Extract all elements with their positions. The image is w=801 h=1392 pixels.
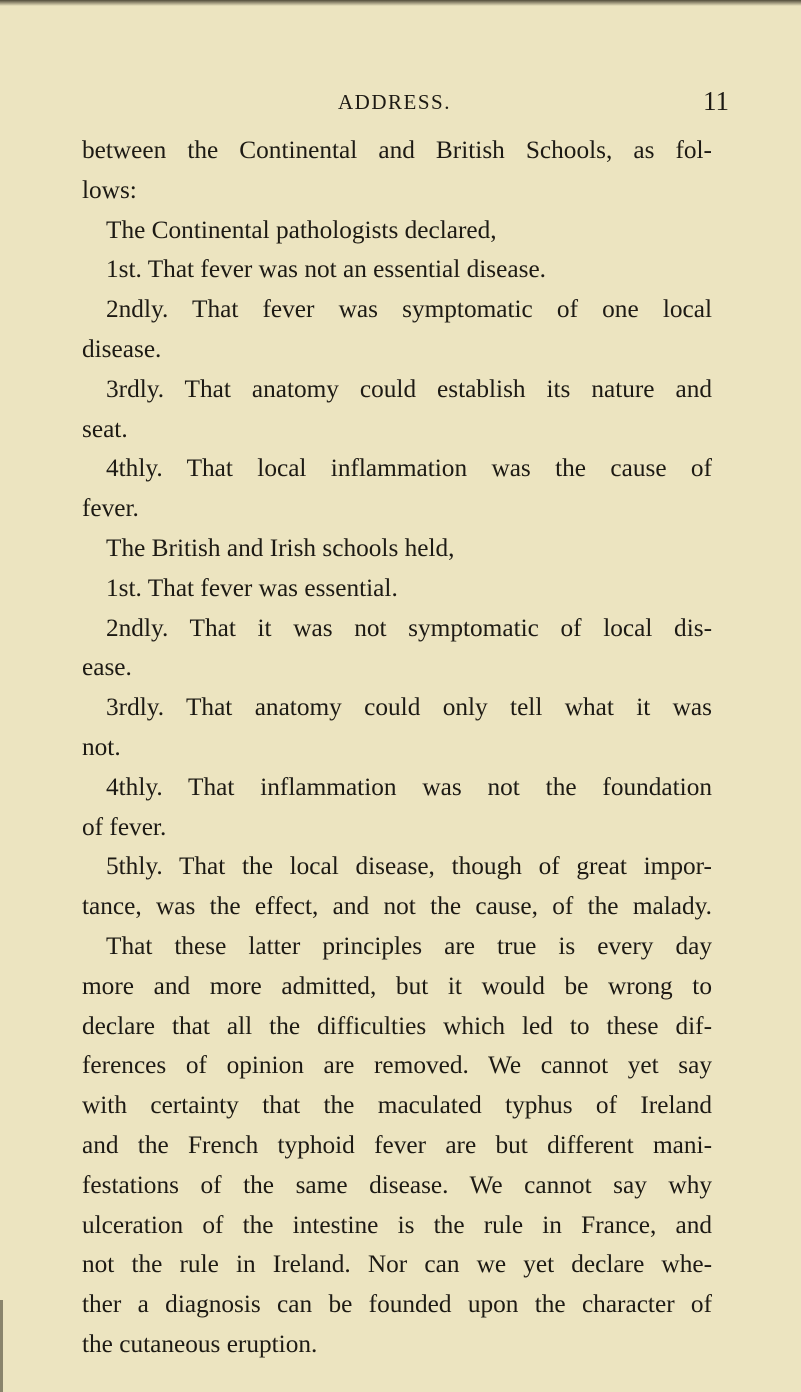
text-line: 1st. That fever was not an essential disease. [106, 255, 546, 284]
text-line: ther a diagnosis can be founded upon the character of [82, 1290, 712, 1319]
text-line: 1st. That fever was essential. [106, 573, 398, 602]
page-top-edge [0, 0, 801, 6]
text-line: fever. [82, 494, 139, 523]
text-line: 5thly. That the local disease, though of great impor- [106, 852, 712, 881]
text-line: lows: [82, 175, 137, 204]
text-line: with certainty that the maculated typhus of Ireland [82, 1091, 712, 1120]
text-line: The British and Irish schools held, [106, 533, 455, 562]
text-line: more and more admitted, but it would be wrong to [82, 971, 712, 1000]
page-number: 11 [703, 86, 729, 116]
text-line: tance, was the effect, and not the cause, of the malady. [82, 892, 712, 921]
text-line: 3rdly. That anatomy could only tell what it was [106, 693, 712, 722]
running-head [0, 86, 801, 126]
body-text [82, 131, 712, 1365]
text-line: seat. [82, 414, 128, 443]
text-line: 2ndly. That it was not symptomatic of local dis- [106, 613, 712, 642]
running-title: ADDRESS. [338, 90, 451, 114]
text-line: not. [82, 732, 121, 761]
text-line: and the French typhoid fever are but different mani- [82, 1130, 712, 1159]
text-line: 4thly. That local inflammation was the cause of [106, 454, 712, 483]
text-line: festations of the same disease. We cannot say why [82, 1170, 712, 1199]
text-line: between the Continental and British Schools, as fol- [82, 136, 712, 164]
text-line: of fever. [82, 812, 167, 841]
text-line: 2ndly. That fever was symptomatic of one local [106, 295, 712, 324]
text-line: ferences of opinion are removed. We cannot yet say [82, 1051, 712, 1080]
text-line: ease. [82, 653, 132, 682]
text-line: That these latter principles are true is every day [106, 931, 712, 960]
text-line: disease. [82, 334, 162, 363]
text-line: 4thly. That inflammation was not the foundation [106, 772, 712, 801]
text-line: 3rdly. That anatomy could establish its nature and [106, 374, 712, 403]
binding-shadow [0, 1300, 3, 1392]
text-line: declare that all the difficulties which led to these dif- [82, 1011, 712, 1040]
text-line: the cutaneous eruption. [82, 1329, 318, 1358]
text-line: The Continental pathologists declared, [106, 215, 497, 244]
text-line: ulceration of the intestine is the rule in France, and [82, 1210, 712, 1239]
text-line: not the rule in Ireland. Nor can we yet declare whe- [82, 1250, 712, 1279]
